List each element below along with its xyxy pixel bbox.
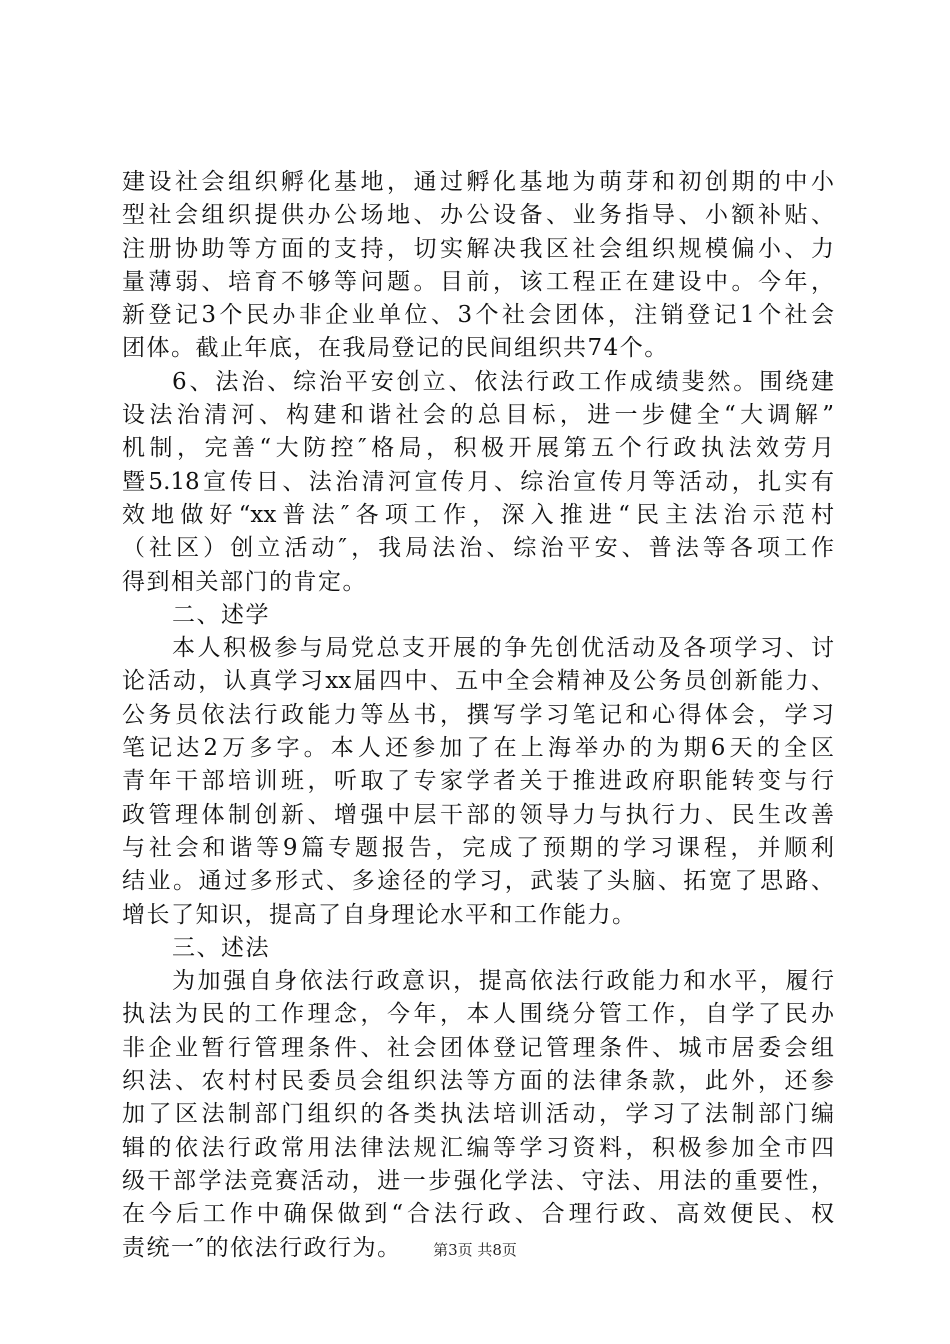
text-line: 注册协助等方面的支持，切实解决我区社会组织规模偏小、力 bbox=[122, 235, 834, 262]
text-line: 执法为民的工作理念，今年，本人围绕分管工作，自学了民办 bbox=[122, 1001, 834, 1028]
text-line: 暨5.18宣传日、法治清河宣传月、综治宣传月等活动，扎实有 bbox=[122, 468, 834, 495]
text-line: 增长了知识，提高了自身理论水平和工作能力。 bbox=[122, 901, 637, 928]
text-line: 新登记3个民办非企业单位、3个社会团体，注销登记1个社会 bbox=[122, 302, 834, 329]
text-line: 政管理体制创新、增强中层干部的领导力与执行力、民生改善 bbox=[122, 801, 834, 828]
text-line: 笔记达2万多字。本人还参加了在上海举办的为期6天的全区 bbox=[122, 735, 834, 762]
text-line: 公务员依法行政能力等丛书，撰写学习笔记和心得体会，学习 bbox=[122, 701, 834, 728]
text-line: 辑的依法行政常用法律法规汇编等学习资料，积极参加全市四 bbox=[122, 1134, 834, 1161]
text-line: 论活动，认真学习xx届四中、五中全会精神及公务员创新能力、 bbox=[122, 668, 834, 695]
paragraph-start-line: 本人积极参与局党总支开展的争先创优活动及各项学习、讨 bbox=[172, 635, 834, 662]
document-body bbox=[122, 166, 834, 1265]
text-line: 织法、农村村民委员会组织法等方面的法律条款，此外，还参 bbox=[122, 1068, 834, 1095]
text-line: 级干部学法竞赛活动，进一步强化学法、守法、用法的重要性， bbox=[122, 1167, 834, 1194]
section-heading: 三、述法 bbox=[172, 934, 270, 961]
text-line: 青年干部培训班，听取了专家学者关于推进政府职能转变与行 bbox=[122, 768, 834, 795]
text-line: 责统一″的依法行政行为。 bbox=[122, 1234, 402, 1261]
text-line: 在今后工作中确保做到“合法行政、合理行政、高效便民、权 bbox=[122, 1201, 834, 1228]
text-line: 结业。通过多形式、多途径的学习，武装了头脑、拓宽了思路、 bbox=[122, 868, 834, 895]
text-line: 加了区法制部门组织的各类执法培训活动，学习了法制部门编 bbox=[122, 1101, 834, 1128]
text-line: 效地做好“xx普法″各项工作，深入推进“民主法治示范村 bbox=[122, 501, 834, 528]
text-line: 型社会组织提供办公场地、办公设备、业务指导、小额补贴、 bbox=[122, 202, 834, 229]
text-line: 设法治清河、构建和谐社会的总目标，进一步健全“大调解” bbox=[122, 402, 834, 429]
text-line: 机制，完善“大防控″格局，积极开展第五个行政执法效劳月 bbox=[122, 435, 834, 462]
page-number-footer: 第3页 共8页 bbox=[433, 1241, 517, 1259]
text-line: 与社会和谐等9篇专题报告，完成了预期的学习课程，并顺利 bbox=[122, 834, 834, 861]
text-line: 得到相关部门的肯定。 bbox=[122, 568, 367, 595]
text-line: （社区）创立活动″，我局法治、综治平安、普法等各项工作 bbox=[122, 535, 834, 562]
text-line: 非企业暂行管理条件、社会团体登记管理条件、城市居委会组 bbox=[122, 1034, 834, 1061]
text-line: 团体。截止年底，在我局登记的民间组织共74个。 bbox=[122, 335, 669, 362]
section-heading: 二、述学 bbox=[172, 601, 270, 628]
text-line: 量薄弱、培育不够等问题。目前，该工程正在建设中。今年， bbox=[122, 268, 834, 295]
paragraph-start-line: 为加强自身依法行政意识，提高依法行政能力和水平，履行 bbox=[172, 968, 834, 995]
paragraph-start-line: 6、法治、综治平安创立、依法行政工作成绩斐然。围绕建 bbox=[172, 368, 834, 395]
text-line: 建设社会组织孵化基地，通过孵化基地为萌芽和初创期的中小 bbox=[122, 169, 834, 195]
